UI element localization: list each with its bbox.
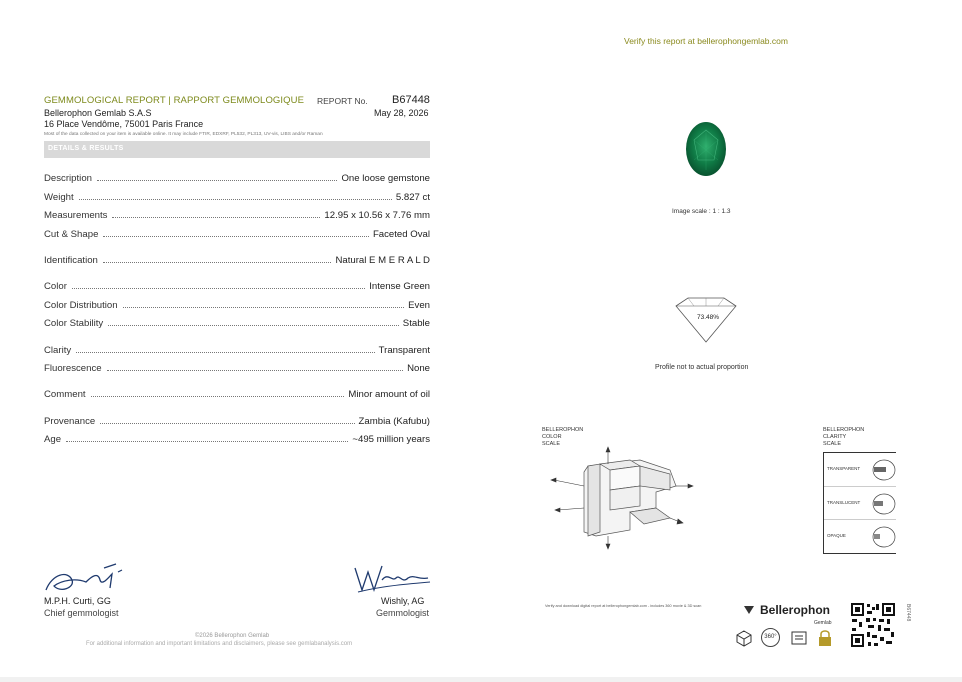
feature-icons	[735, 628, 855, 650]
data-note: Most of the data collected on your item is available online. It may include FTIR, EDXRF, PL532, PL313, UV-vis, LIBS and/or Raman	[44, 132, 323, 137]
clarity-scale-box	[823, 452, 896, 554]
section-bar-label: DETAILS & RESULTS	[48, 145, 124, 152]
vertical-report-id: B67448	[905, 604, 911, 622]
brand-sub: Gemlab	[814, 620, 832, 626]
report-date: May 28, 2026	[374, 108, 429, 118]
profile-diagram	[670, 296, 742, 346]
detail-row-comment: Comment Minor amount of oil	[44, 389, 430, 400]
clarity-opaque-icon	[870, 526, 896, 548]
clarity-transparent-icon	[870, 459, 896, 481]
rotate-360-icon[interactable]: 360°	[761, 628, 780, 647]
detail-row-provenance: Provenance Zambia (Kafubu)	[44, 416, 430, 427]
verify-link[interactable]: Verify this report at bellerophongemlab.com	[624, 36, 788, 46]
detail-row-measurements: Measurements 12.95 x 10.56 x 7.76 mm	[44, 210, 430, 221]
certificate-icon[interactable]	[790, 629, 808, 647]
signature-left-role: Chief gemmologist	[44, 608, 119, 618]
signature-right-name: Wishly, AG	[381, 596, 425, 606]
clarity-translucent-icon	[870, 493, 896, 515]
detail-row-fluorescence: Fluorescence None	[44, 363, 430, 374]
image-scale: Image scale : 1 : 1.3	[672, 208, 731, 215]
brand-name: Bellerophon	[760, 603, 831, 617]
signature-right-image	[352, 562, 432, 596]
detail-row-clarity: Clarity Transparent	[44, 345, 430, 356]
detail-row-weight: Weight 5.827 ct	[44, 192, 430, 203]
report-title: GEMMOLOGICAL REPORT | RAPPORT GEMMOLOGIQUE	[44, 95, 305, 106]
page-bottom-border	[0, 677, 962, 682]
clarity-level-translucent: TRANSLUCENT	[824, 486, 896, 520]
lab-address: 16 Place Vendôme, 75001 Paris France	[44, 119, 204, 129]
cube-icon[interactable]	[735, 629, 753, 647]
section-bar	[44, 141, 430, 158]
detail-row-identification: Identification Natural E M E R A L D	[44, 255, 430, 266]
gemstone-image	[684, 120, 728, 180]
signature-left-image	[42, 560, 128, 596]
report-no-value: B67448	[392, 94, 430, 106]
clarity-level-transparent: TRANSPARENT	[824, 453, 896, 486]
clarity-scale-title: BELLEROPHON CLARITY SCALE	[823, 427, 865, 447]
signature-right-role: Gemmologist	[376, 608, 430, 618]
detail-row-color-stability: Color Stability Stable	[44, 318, 430, 329]
disclaimer: For additional information and important limitations and disclaimers, please see gemlabanalysis.com	[86, 641, 353, 647]
profile-percent: 73.48%	[697, 314, 720, 321]
signature-left-name: M.P.H. Curti, GG	[44, 596, 111, 606]
detail-row-color-distribution: Color Distribution Even	[44, 300, 430, 311]
profile-note: Profile not to actual proportion	[655, 364, 749, 371]
qr-code-icon[interactable]	[850, 602, 896, 648]
detail-row-cut-shape: Cut & Shape Faceted Oval	[44, 229, 430, 240]
detail-row-color: Color Intense Green	[44, 281, 430, 292]
lock-icon[interactable]	[816, 629, 834, 647]
bellerophon-logo-icon	[742, 604, 756, 616]
color-scale-title: BELLEROPHON COLOR SCALE	[542, 427, 584, 447]
lab-name: Bellerophon Gemlab S.A.S	[44, 108, 152, 118]
report-no-label: REPORT No.	[317, 96, 368, 106]
color-scale-diagram	[540, 446, 720, 552]
copyright: ©2026 Bellerophon Gemlab	[195, 633, 270, 639]
detail-row-age: Age ~495 million years	[44, 434, 430, 445]
clarity-level-opaque: OPAQUE	[824, 519, 896, 553]
detail-row-description: Description One loose gemstone	[44, 173, 430, 184]
digital-report-note: Verify and download digital report at bellerophongemlab.com - includes 360 movie & 3D scan	[545, 604, 702, 608]
